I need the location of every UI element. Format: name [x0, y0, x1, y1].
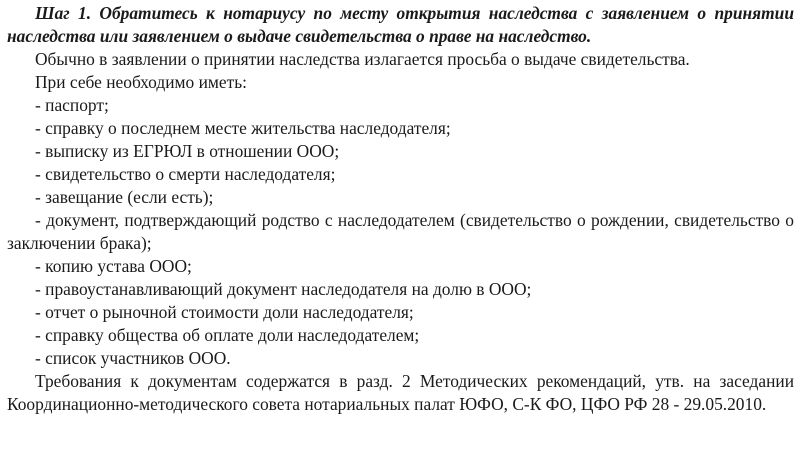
list-item: - справку о последнем месте жительства наследодателя;	[35, 118, 451, 138]
list-item: - список участников ООО.	[35, 348, 231, 368]
intro-paragraph: Обычно в заявлении о принятии наследства излагается просьба о выдаче свидетельства.	[35, 49, 690, 69]
list-item: - выписку из ЕГРЮЛ в отношении ООО;	[35, 141, 340, 161]
list-item: - справку общества об оплате доли наследодателем;	[35, 325, 420, 345]
list-item: - документ, подтверждающий родство с наследодателем (свидетельство о рождении, свидетельство о заключении брака);	[7, 210, 794, 253]
list-item: - паспорт;	[35, 95, 109, 115]
list-item: - правоустанавливающий документ наследодателя на долю в ООО;	[35, 279, 532, 299]
list-item: - копию устава ООО;	[35, 256, 192, 276]
footer-paragraph: Требования к документам содержатся в разд. 2 Методических рекомендаций, утв. на заседании Координационно-методического совета нотариальных палат ЮФО, С-К ФО, ЦФО РФ 28 - 29.05.2010.	[7, 371, 794, 414]
list-item: - свидетельство о смерти наследодателя;	[35, 164, 336, 184]
list-item: - завещание (если есть);	[35, 187, 214, 207]
document-list	[7, 94, 794, 370]
step-heading: Шаг 1. Обратитесь к нотариусу по месту открытия наследства с заявлением о принятии наследства или заявлением о выдаче свидетельства о праве на наследство.	[7, 3, 794, 46]
list-intro: При себе необходимо иметь:	[35, 72, 247, 92]
list-item: - отчет о рыночной стоимости доли наследодателя;	[35, 302, 414, 322]
